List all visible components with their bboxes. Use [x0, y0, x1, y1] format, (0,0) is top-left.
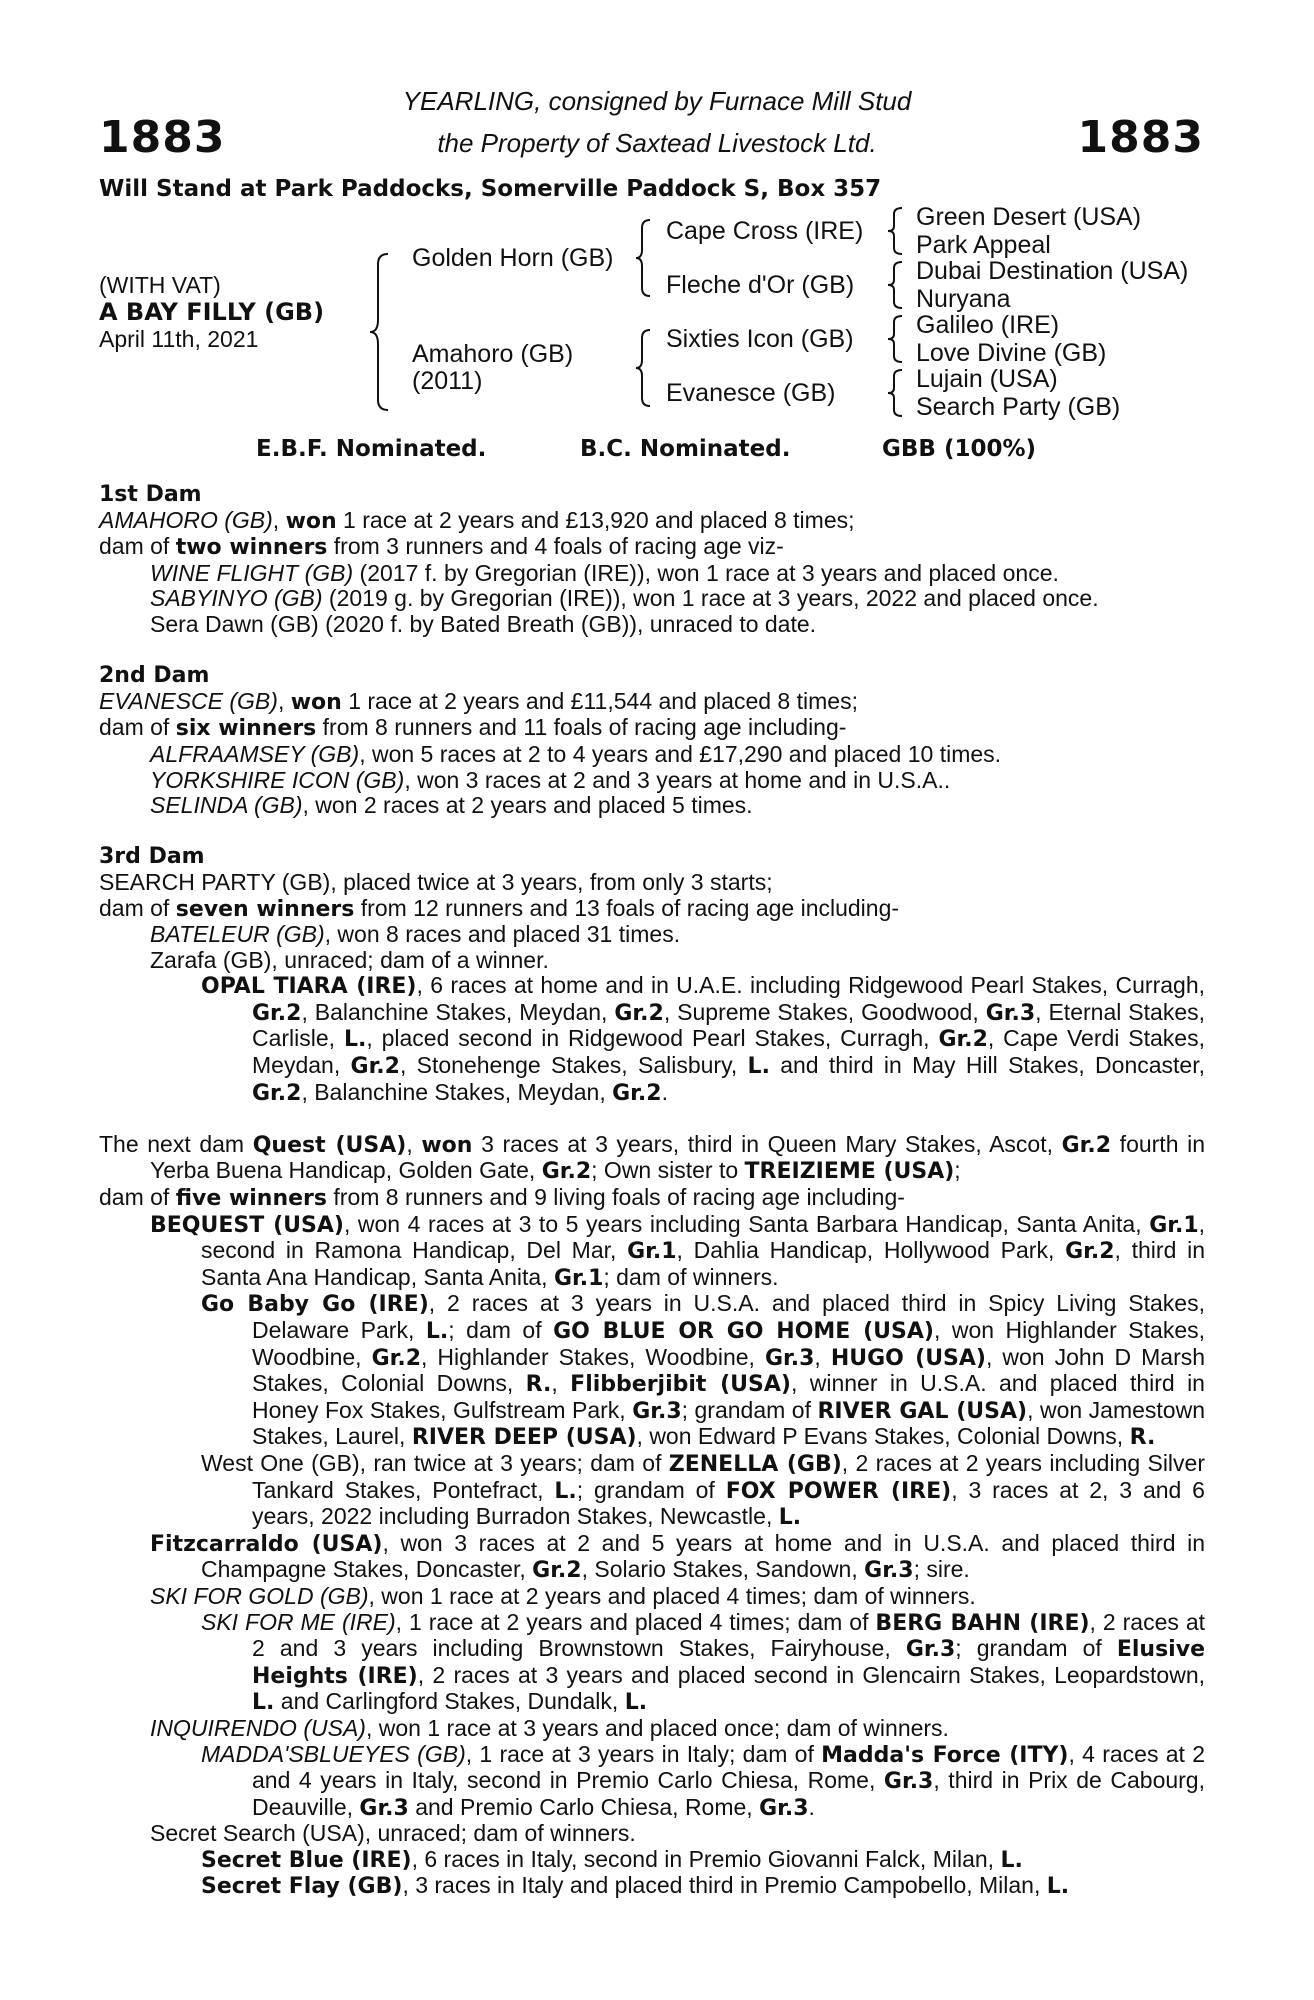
- g3-6: Love Divine (GB): [916, 339, 1107, 367]
- catalogue-body: [99, 482, 1205, 1900]
- second-dam-heading: 2nd Dam: [99, 663, 210, 689]
- stabling-line: Will Stand at Park Paddocks, Somerville Paddock S, Box 357: [99, 176, 882, 202]
- produce-item: Secret Blue (IRE), 6 races in Italy, second in Premio Giovanni Falck, Milan, L.: [201, 1845, 1023, 1873]
- produce-item: BEQUEST (USA), won 4 races at 3 to 5 years including Santa Barbara Handicap, Santa Anita, Gr.1, second in Ramona Handicap, Del Mar, Gr.1, Dahlia Handicap, Hollywood Park, Gr.2, third in Santa Ana Handicap, Santa Anita, Gr.1; dam of winners.: [150, 1210, 1206, 1291]
- fourth-dam-produce: dam of five winners from 8 runners and 9 living foals of racing age including-: [99, 1184, 905, 1212]
- first-dam-heading: 1st Dam: [99, 482, 202, 507]
- sire-dam: Fleche d'Or (GB): [666, 271, 855, 299]
- dam-year: (2011): [412, 367, 483, 395]
- third-dam-record: SEARCH PARTY (GB), placed twice at 3 years, from only 3 starts;: [99, 868, 773, 895]
- first-dam-record: AMAHORO (GB), won 1 race at 2 years and £13,920 and placed 8 times;: [99, 506, 855, 534]
- produce-item: INQUIRENDO (USA), won 1 race at 3 years and placed once; dam of winners.: [150, 1714, 949, 1741]
- produce-item: West One (GB), ran twice at 3 years; dam of ZENELLA (GB), 2 races at 2 years including Silver Tankard Stakes, Pontefract, L.; grandam of FOX POWER (IRE), 3 races at 2, 3 and 6 years, 2022 including Burradon Stakes, Newcastle, L.: [201, 1449, 1205, 1531]
- pedigree-brace-g3-4: [888, 368, 906, 418]
- foaling-date: April 11th, 2021: [99, 326, 259, 352]
- fourth-dam-record: The next dam Quest (USA), won 3 races at 3 years, third in Queen Mary Stakes, Ascot, Gr.2 fourth in Yerba Buena Handicap, Golden Gate, Gr.2; Own sister to TREIZIEME (USA);: [99, 1130, 1206, 1185]
- produce-item: Secret Flay (GB), 3 races in Italy and placed third in Premio Campobello, Milan, L.: [201, 1872, 1070, 1900]
- property-line: the Property of Saxtead Livestock Ltd.: [437, 128, 877, 158]
- produce-item: OPAL TIARA (IRE), 6 races at home and in U.A.E. including Ridgewood Pearl Stakes, Curragh, Gr.2, Balanchine Stakes, Meydan, Gr.2, Supreme Stakes, Goodwood, Gr.3, Eternal Stakes, Carlisle, L., placed second in Ridgewood Pearl Stakes, Curragh, Gr.2, Cape Verdi Stakes, Meydan, Gr.2, Stonehenge Stakes, Salisbury, L. and third in May Hill Stakes, Doncaster, Gr.2, Balanchine Stakes, Meydan, Gr.2.: [201, 972, 1206, 1106]
- produce-item: BATELEUR (GB), won 8 races and placed 31 times.: [150, 921, 681, 948]
- dam: Amahoro (GB): [412, 340, 574, 368]
- g3-1: Green Desert (USA): [916, 203, 1142, 231]
- ebf-nomination: E.B.F. Nominated.: [256, 436, 487, 462]
- sire-sire: Cape Cross (IRE): [666, 217, 864, 245]
- g3-7: Lujain (USA): [916, 365, 1058, 393]
- first-dam-produce: dam of two winners from 3 runners and 4 foals of racing age viz-: [99, 533, 784, 561]
- third-dam-heading: 3rd Dam: [99, 844, 205, 870]
- third-dam-produce: dam of seven winners from 12 runners and 13 foals of racing age including-: [99, 894, 900, 922]
- produce-item: Secret Search (USA), unraced; dam of winners.: [150, 1820, 636, 1847]
- produce-item: Zarafa (GB), unraced; dam of a winner.: [150, 946, 549, 973]
- produce-item: SABYINYO (GB) (2019 g. by Gregorian (IRE)), won 1 race at 3 years, 2022 and placed once.: [150, 585, 1099, 612]
- horse-name: A BAY FILLY (GB): [99, 298, 325, 326]
- produce-item: MADDA'SBLUEYES (GB), 1 race at 3 years in Italy; dam of Madda's Force (ITY), 4 races at 2 and 4 years in Italy, second in Premio Carlo Chiesa, Rome, Gr.3, third in Prix de Cabourg, Deauville, Gr.3 and Premio Carlo Chiesa, Rome, Gr.3.: [201, 1740, 1205, 1821]
- produce-item: SELINDA (GB), won 2 races at 2 years and placed 5 times.: [150, 792, 753, 819]
- dam-dam: Evanesce (GB): [666, 379, 836, 407]
- pedigree-brace-dam: [636, 328, 654, 408]
- dam-sire: Sixties Icon (GB): [666, 325, 854, 353]
- vat-label: (WITH VAT): [99, 272, 221, 298]
- produce-item: SKI FOR GOLD (GB), won 1 race at 2 years and placed 4 times; dam of winners.: [150, 1582, 976, 1609]
- g3-5: Galileo (IRE): [916, 311, 1060, 339]
- produce-item: Fitzcarraldo (USA), won 3 races at 2 and 5 years at home and in U.S.A. and placed third in Champagne Stakes, Doncaster, Gr.2, Solario Stakes, Sandown, Gr.3; sire.: [150, 1529, 1205, 1584]
- g3-8: Search Party (GB): [916, 393, 1121, 421]
- g3-4: Nuryana: [916, 285, 1011, 313]
- g3-2: Park Appeal: [916, 231, 1051, 259]
- g3-3: Dubai Destination (USA): [916, 257, 1189, 285]
- pedigree-brace-g3-2: [888, 260, 906, 310]
- produce-item: ALFRAAMSEY (GB), won 5 races at 2 to 4 years and £17,290 and placed 10 times.: [150, 740, 1002, 767]
- sire: Golden Horn (GB): [412, 244, 614, 272]
- produce-item: YORKSHIRE ICON (GB), won 3 races at 2 and 3 years at home and in U.S.A..: [150, 766, 951, 793]
- produce-item: Sera Dawn (GB) (2020 f. by Bated Breath (GB)), unraced to date.: [150, 610, 817, 637]
- produce-item: WINE FLIGHT (GB) (2017 f. by Gregorian (IRE)), won 1 race at 3 years and placed once.: [150, 559, 1059, 586]
- pedigree-brace-g3-1: [888, 206, 906, 256]
- pedigree-brace-main: [370, 252, 392, 412]
- bc-nomination: B.C. Nominated.: [580, 436, 791, 462]
- produce-item: SKI FOR ME (IRE), 1 race at 2 years and placed 4 times; dam of BERG BAHN (IRE), 2 races at 2 and 3 years including Brownstown Stakes, Fairyhouse, Gr.3; grandam of Elusive Heights (IRE), 2 races at 3 years and placed second in Glencairn Stakes, Leopardstown, L. and Carlingford Stakes, Dundalk, L.: [201, 1608, 1206, 1716]
- pedigree-brace-sire: [636, 218, 654, 298]
- consignor-line: YEARLING, consigned by Furnace Mill Stud: [402, 86, 912, 116]
- lot-number-left: 1883: [99, 112, 226, 163]
- produce-item: Go Baby Go (IRE), 2 races at 3 years in U.S.A. and placed third in Spicy Living Stakes, Delaware Park, L.; dam of GO BLUE OR GO HOME (USA), won Highlander Stakes, Woodbine, Gr.2, Highlander Stakes, Woodbine, Gr.3, HUGO (USA), won John D Marsh Stakes, Colonial Downs, R., Flibberjibit (USA), winner in U.S.A. and placed third in Honey Fox Stakes, Gulfstream Park, Gr.3; grandam of RIVER GAL (USA), won Jamestown Stakes, Laurel, RIVER DEEP (USA), won Edward P Evans Stakes, Colonial Downs, R.: [201, 1290, 1206, 1451]
- second-dam-record: EVANESCE (GB), won 1 race at 2 years and £11,544 and placed 8 times;: [99, 687, 858, 715]
- second-dam-produce: dam of six winners from 8 runners and 11 foals of racing age including-: [99, 714, 847, 742]
- lot-number-right: 1883: [1077, 112, 1204, 163]
- pedigree-brace-g3-3: [888, 314, 906, 364]
- gbb-status: GBB (100%): [882, 436, 1037, 462]
